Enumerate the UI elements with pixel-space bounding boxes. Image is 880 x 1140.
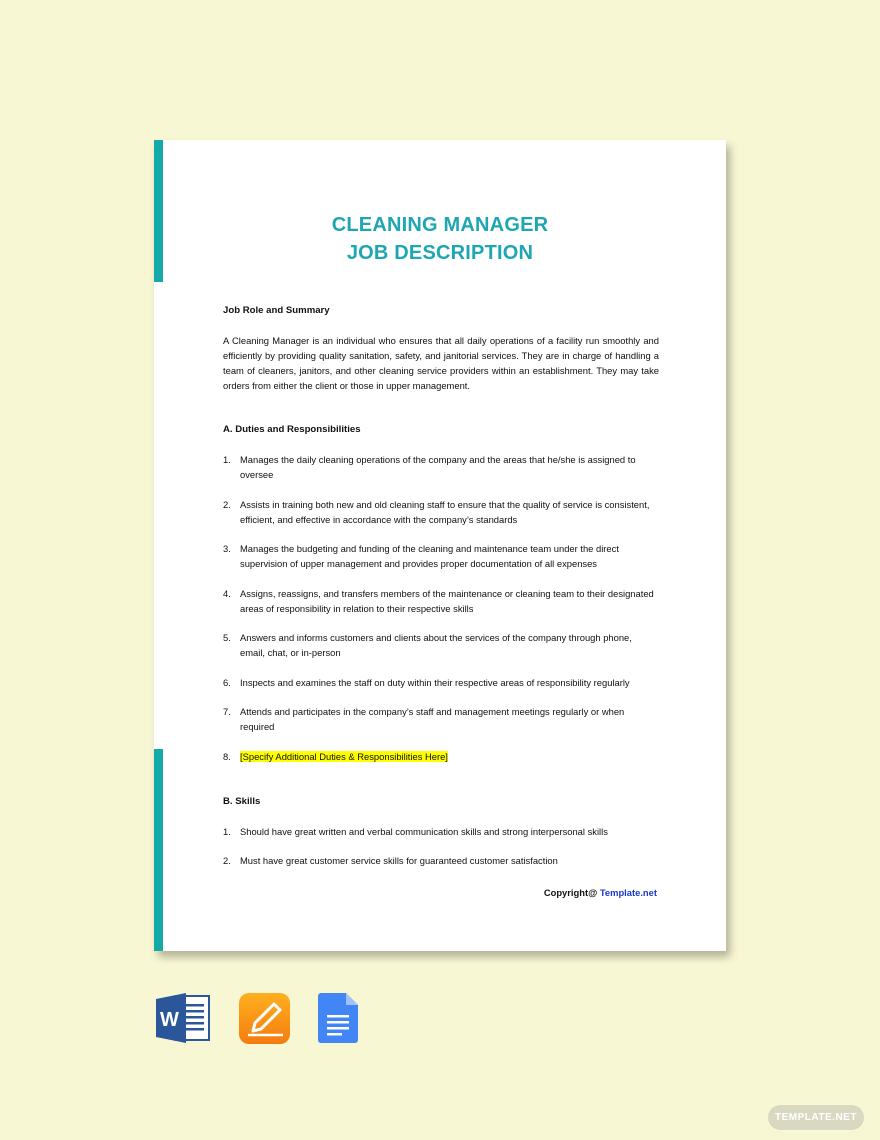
duty-item xyxy=(223,675,659,690)
duty-item xyxy=(223,452,659,482)
word-icon[interactable] xyxy=(156,993,212,1048)
duty-number: 4. xyxy=(223,587,231,599)
role-heading: Job Role and Summary xyxy=(223,305,330,316)
word-letter: W xyxy=(160,1009,179,1031)
skill-item xyxy=(223,824,659,839)
copyright-label: Copyright@ xyxy=(543,887,598,898)
duty-number: 3. xyxy=(223,543,231,554)
skill-number: 2. xyxy=(223,855,231,866)
pages-icon[interactable] xyxy=(239,993,290,1049)
duty-text: Attends and participates in the company’s staff and management meetings regularly or when required xyxy=(240,706,625,732)
duty-text: Answers and informs customers and clients about the services of the company through phone, email, chat, or in-person xyxy=(240,632,632,658)
skills-list xyxy=(223,824,659,869)
duty-text: Manages the budgeting and funding of the cleaning and maintenance team under the direct supervision of upper management and provides proper documentation of all expenses xyxy=(240,543,619,569)
duty-item xyxy=(223,704,659,734)
template-watermark: TEMPLATE.NET xyxy=(768,1105,864,1130)
accent-bar-bottom xyxy=(154,749,163,951)
title-line-2: JOB DESCRIPTION xyxy=(346,242,534,264)
summary-paragraph: A Cleaning Manager is an individual who ensures that all daily operations of a facility run smoothly and efficiently by providing quality sanitation, safety, and janitorial services. They are in charge of handling a team of cleaners, janitors, and other cleaning service providers within an establishment. They may take orders from either the client or those in upper management. xyxy=(223,335,659,391)
duty-item xyxy=(223,586,659,616)
duty-number: 7. xyxy=(223,706,231,717)
title-line-1: CLEANING MANAGER xyxy=(331,214,549,236)
google-docs-icon[interactable] xyxy=(318,993,358,1048)
duty-text: Manages the daily cleaning operations of the company and the areas that he/she is assigned to oversee xyxy=(240,454,636,480)
skill-text: Should have great written and verbal communication skills and strong interpersonal skills xyxy=(240,825,608,837)
document-title xyxy=(154,211,726,267)
duty-number: 8. xyxy=(223,750,231,762)
duty-item xyxy=(223,541,659,571)
duty-item xyxy=(223,497,659,527)
duty-placeholder-text: [Specify Additional Duties & Responsibilities Here] xyxy=(240,750,448,762)
duties-heading: A. Duties and Responsibilities xyxy=(223,424,361,435)
duties-list xyxy=(223,452,659,764)
copyright-link[interactable]: Template.net xyxy=(599,887,657,898)
duty-number: 1. xyxy=(223,454,231,465)
document-body xyxy=(223,303,659,883)
duty-number: 2. xyxy=(223,498,231,510)
skill-number: 1. xyxy=(223,825,231,837)
duty-text: Assists in training both new and old cleaning staff to ensure that the quality of service is consistent, efficient, and effective in accordance with the company’s standards xyxy=(240,498,650,525)
skill-item xyxy=(223,853,659,868)
duty-item xyxy=(223,630,659,660)
skill-text: Must have great customer service skills for guaranteed customer satisfaction xyxy=(240,855,558,866)
skills-heading: B. Skills xyxy=(223,795,261,807)
duty-number: 5. xyxy=(223,632,231,643)
duty-text: Inspects and examines the staff on duty within their respective areas of responsibility regularly xyxy=(240,676,630,688)
duty-text: Assigns, reassigns, and transfers members of the maintenance or cleaning team to their designated areas of responsibility in relation to their respective skills xyxy=(240,587,654,614)
duty-number: 6. xyxy=(223,676,231,688)
document-page xyxy=(154,140,726,951)
copyright-line xyxy=(544,887,657,898)
duty-item-placeholder xyxy=(223,749,659,764)
